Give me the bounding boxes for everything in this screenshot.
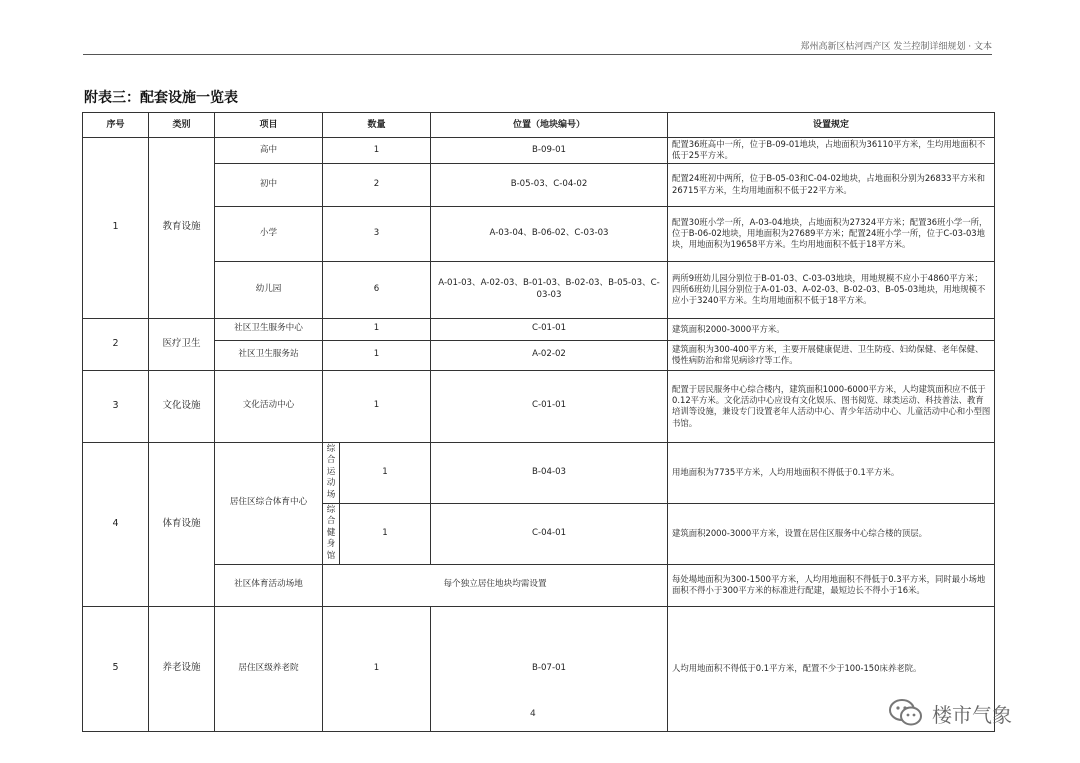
row-location: C-04-01	[431, 503, 668, 564]
row-rule: 两所9班幼儿园分别位于B-01-03、C-03-03地块，用地规模不应小于4860平方米；四所6班幼儿园分别位于A-01-03、A-02-03、B-02-03、B-05-03地块，用地规模不应小于3240平方米。生均用地面积不低于18平方米。	[668, 261, 995, 318]
table-row	[83, 318, 995, 340]
row-category: 教育设施	[149, 138, 215, 319]
row-item: 幼儿园	[215, 261, 323, 318]
row-quantity: 1	[323, 138, 431, 164]
row-quantity: 1	[323, 370, 431, 442]
row-location: C-01-01	[431, 318, 668, 340]
row-rule: 建筑面积2000-3000平方米，设置在居住区服务中心综合楼的顶层。	[668, 503, 995, 564]
row-item: 居住区级养老院	[215, 606, 323, 731]
row-location: C-01-01	[431, 370, 668, 442]
row-rule: 配置于居民服务中心综合楼内，建筑面积1000-6000平方米，人均建筑面积应不低于0.12平方米。文化活动中心应设有文化娱乐、图书阅览、球类运动、科技普法、教育培训等设施，兼设专门设置老年人活动中心、青少年活动中心、儿童活动中心和小型图书馆。	[668, 370, 995, 442]
row-location: B-09-01	[431, 138, 668, 164]
header-quantity: 数量	[323, 113, 431, 138]
row-category: 养老设施	[149, 606, 215, 731]
row-quantity: 1	[323, 606, 431, 731]
row-location: B-07-01	[431, 606, 668, 731]
row-item: 初中	[215, 163, 323, 206]
row-rule: 配置24班初中两所，位于B-05-03和C-04-02地块，占地面积分别为26833平方米和26715平方米，生均用地面积不低于22平方米。	[668, 163, 995, 206]
running-header	[83, 39, 992, 55]
row-location: A-01-03、A-02-03、B-01-03、B-02-03、B-05-03、C-03-03	[431, 261, 668, 318]
table-row	[83, 261, 995, 318]
row-rule: 建筑面积2000-3000平方米。	[668, 318, 995, 340]
row-item: 社区体育活动场地	[215, 564, 323, 606]
wechat-icon	[888, 698, 924, 728]
page-title: 附表三：配套设施一览表	[84, 90, 238, 106]
row-quantity: 1	[340, 503, 431, 564]
row-quantity: 1	[323, 318, 431, 340]
row-rule: 人均用地面积不得低于0.1平方米，配置不少于100-150床养老院。	[668, 606, 995, 731]
table-row	[83, 138, 995, 164]
row-item: 高中	[215, 138, 323, 164]
row-category: 体育设施	[149, 442, 215, 606]
row-rule: 用地面积为7735平方米，人均用地面积不得低于0.1平方米。	[668, 442, 995, 503]
row-category: 医疗卫生	[149, 318, 215, 370]
row-location: B-04-03	[431, 442, 668, 503]
row-item: 小学	[215, 206, 323, 261]
row-quantity: 3	[323, 206, 431, 261]
row-subitem: 综合健身馆	[323, 503, 340, 564]
header-location: 位置（地块编号）	[431, 113, 668, 138]
row-category: 文化设施	[149, 370, 215, 442]
row-quantity: 1	[340, 442, 431, 503]
facilities-table	[82, 112, 995, 732]
table-row	[83, 564, 995, 606]
row-location: B-05-03、C-04-02	[431, 163, 668, 206]
row-number: 1	[83, 138, 149, 319]
table-row	[83, 163, 995, 206]
row-location: A-03-04、B-06-02、C-03-03	[431, 206, 668, 261]
row-quantity: 1	[323, 340, 431, 370]
row-number: 2	[83, 318, 149, 370]
row-item: 社区卫生服务站	[215, 340, 323, 370]
table-row	[83, 606, 995, 731]
row-subitem: 综合运动场	[323, 442, 340, 503]
watermark	[888, 698, 1012, 728]
watermark-text: 楼市气象	[932, 702, 1012, 727]
table-row	[83, 370, 995, 442]
row-location: 每个独立居住地块均需设置	[323, 564, 668, 606]
table-row	[83, 442, 995, 503]
row-number: 4	[83, 442, 149, 606]
page-number: 4	[530, 709, 536, 719]
sports-center-item: 居住区综合体育中心	[215, 442, 323, 564]
row-rule: 配置36班高中一所，位于B-09-01地块，占地面积为36110平方米，生均用地面积不低于25平方米。	[668, 138, 995, 164]
row-rule: 每处場地面积为300-1500平方米，人均用地面积不得低于0.3平方米，同时最小场地面积不得小于300平方米的标准进行配建，最短边长不得小于16米。	[668, 564, 995, 606]
table-header-row	[83, 113, 995, 138]
row-quantity: 2	[323, 163, 431, 206]
row-rule: 建筑面积为300-400平方米，主要开展健康促进、卫生防疫、妇幼保健、老年保健、慢性病防治和常见病诊疗等工作。	[668, 340, 995, 370]
row-quantity: 6	[323, 261, 431, 318]
header-item: 项目	[215, 113, 323, 138]
header-no: 序号	[83, 113, 149, 138]
row-item: 文化活动中心	[215, 370, 323, 442]
row-number: 3	[83, 370, 149, 442]
row-number: 5	[83, 606, 149, 731]
row-rule: 配置30班小学一所，A-03-04地块，占地面积为27324平方米；配置36班小学一所，位于B-06-02地块，用地面积为27689平方米；配置24班小学一所，位于C-03-03地块，用地面积为19658平方米。生均用地面积不低于18平方米。	[668, 206, 995, 261]
header-rule: 设置规定	[668, 113, 995, 138]
table-row	[83, 340, 995, 370]
running-header-text: 郑州高新区枯河西产区 发兰控制详细规划 · 文本	[800, 42, 992, 52]
table-row	[83, 206, 995, 261]
row-item: 社区卫生服务中心	[215, 318, 323, 340]
row-location: A-02-02	[431, 340, 668, 370]
header-category: 类别	[149, 113, 215, 138]
